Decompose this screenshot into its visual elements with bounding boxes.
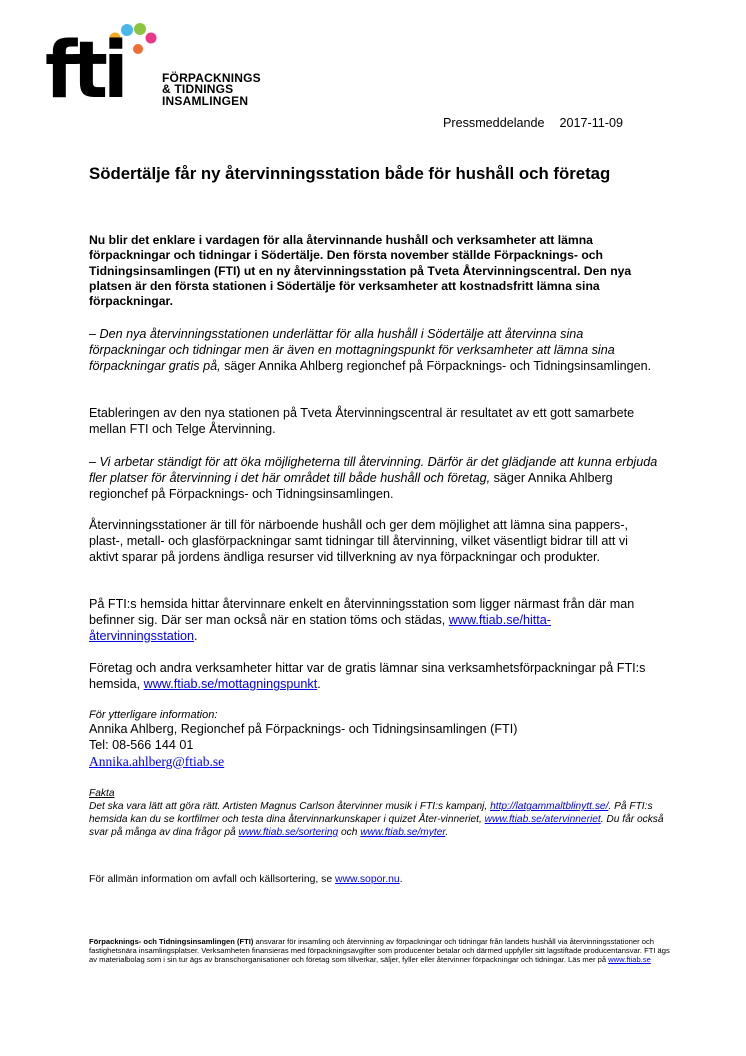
logo-dot-green <box>134 23 146 35</box>
find-station-end: . <box>194 628 198 643</box>
companies-end: . <box>317 676 321 691</box>
sortering-link[interactable]: www.ftiab.se/sortering <box>238 827 339 838</box>
contact-name: Annika Ahlberg, Regionchef på Förpacknings- och Tidningsinsamlingen (FTI) <box>89 722 518 736</box>
footer-about <box>89 937 674 965</box>
lead-paragraph: Nu blir det enklare i vardagen för alla återvinnande hushåll och verksamheter att lämna förpackningar och tidningar i Södertälje. Den första november ställde Förpacknings- och Tidningsinsamlingen (FTI) ut en ny återvinningsstation på Tveta Återvinningscentral. Den nya platsen är den första stationen i Södertälje för verksamheter att kostnadsfritt lämna sina förpackningar. <box>89 233 632 309</box>
logo-line-2: & TIDNINGS <box>162 82 234 97</box>
contact-phone: Tel: 08-566 144 01 <box>89 737 194 752</box>
logo-line-1: FÖRPACKNINGS <box>162 71 261 85</box>
doc-date: 2017-11-09 <box>559 116 624 130</box>
find-station-text: På FTI:s hemsida hittar återvinnare enkelt en återvinningsstation som ligger närmast från där man befinner sig. Där ser man också när en station töms och städas, <box>89 597 635 627</box>
quote-paragraph-1 <box>89 327 659 374</box>
facts-text-4: och <box>338 827 361 838</box>
contact-heading: För ytterligare information: <box>89 709 218 721</box>
footer-ftiab-link[interactable]: www.ftiab.se <box>608 955 651 965</box>
paragraph-stations: Återvinningsstationer är till för närboende hushåll och ger dem möjlighet att lämna sina pappers-, plast-, metall- och glasförpackningar samt tidningar till återvinning, vilket väsentligt bidrar till att vi aktivt sparar på jordens ändliga resurser vid tillverkning av nya förpackningar och produkter. <box>89 518 629 564</box>
footer-text: ansvarar för insamling och återvinning av förpackningar och tidningar från landets hushåll via återvinningsstationer och fastighetsnära insamlingsplatser. Verksamheten finansieras med förpackningsavgifter som producenter betalar och därmed uppfyller sitt lagstiftade producentansvar. FTI ägs av materialbolag som i sin tur ägs av branschorganisationer och företag som tillverkar, säljer, fyller eller återvinner förpackningar och tidningar. Läs mer på <box>89 937 670 965</box>
contact-email-link[interactable]: Annika.ahlberg@ftiab.se <box>89 754 225 769</box>
logo-dot-red <box>133 44 143 54</box>
logo-line-3: INSAMLINGEN <box>162 93 249 108</box>
myter-link[interactable]: www.ftiab.se/myter <box>360 827 446 838</box>
quote-paragraph-2 <box>89 455 659 502</box>
paragraph-companies <box>89 661 659 693</box>
quote-2-text: – Vi arbetar ständigt för att öka möjligheterna till återvinning. Därför är det glädjande att kunna erbjuda fler platser för återvinning i det här området till både hushåll och företag, <box>89 455 658 485</box>
doc-type: Pressmeddelande <box>443 116 545 130</box>
press-header <box>443 115 623 131</box>
find-station-link[interactable]: www.ftiab.se/hitta-återvinningsstation <box>89 612 551 643</box>
page-title: Södertälje får ny återvinningsstation både för hushåll och företag <box>89 164 611 183</box>
paragraph-find-station <box>89 597 659 644</box>
footer-org-name: Förpacknings- och Tidningsinsamlingen (FTI) <box>89 937 254 946</box>
paragraph-cooperation: Etableringen av den nya stationen på Tveta Återvinningscentral är resultatet av ett gott samarbete mellan FTI och Telge Återvinning. <box>89 406 635 436</box>
campaign-link[interactable]: http://latgammaltblinytt.se/ <box>490 801 609 812</box>
quote-1-text: – Den nya återvinningsstationen underlättar för alla hushåll i Södertälje att återvinna sina förpackningar och tidningar men är även en mottagningspunkt för verksamheter att lämna sina förpackningar gratis på, <box>89 327 615 373</box>
general-info-end: . <box>399 874 403 885</box>
facts-text <box>89 800 674 839</box>
companies-text: Företag och andra verksamheter hittar var de gratis lämnar sina verksamhetsförpackningar på FTI:s hemsida, <box>89 661 646 691</box>
contact-block <box>89 709 669 771</box>
facts-text-5: . <box>445 827 449 838</box>
reception-point-link[interactable]: www.ftiab.se/mottagningspunkt <box>143 676 318 691</box>
facts-heading: Fakta <box>89 788 115 799</box>
facts-text-2: . På FTI:s hemsida kan du se kortfilmer och testa dina återvinnarkunskaper i quizet Åter-vinneriet, <box>89 801 653 825</box>
general-info-text: För allmän information om avfall och källsortering, se <box>89 874 336 885</box>
fti-logo[interactable] <box>45 20 288 120</box>
facts-text-1: Det ska vara lätt att göra rätt. Artisten Magnus Carlson återvinner musik i FTI:s kampanj, <box>89 801 491 812</box>
quote-2-attribution: säger Annika Ahlberg regionchef på Förpacknings- och Tidningsinsamlingen. <box>89 470 613 501</box>
logo-dot-pink <box>146 33 157 44</box>
atervinneriet-link[interactable]: www.ftiab.se/atervinneriet <box>484 814 601 825</box>
facts-text-3: . Du får också svar på många av dina frågor på <box>89 814 664 838</box>
facts-block <box>89 787 674 839</box>
sopor-link[interactable]: www.sopor.nu <box>335 874 400 885</box>
logo-mark: fti <box>45 26 124 116</box>
general-info <box>89 873 674 886</box>
quote-1-attribution: säger Annika Ahlberg regionchef på Förpacknings- och Tidningsinsamlingen. <box>220 358 652 373</box>
